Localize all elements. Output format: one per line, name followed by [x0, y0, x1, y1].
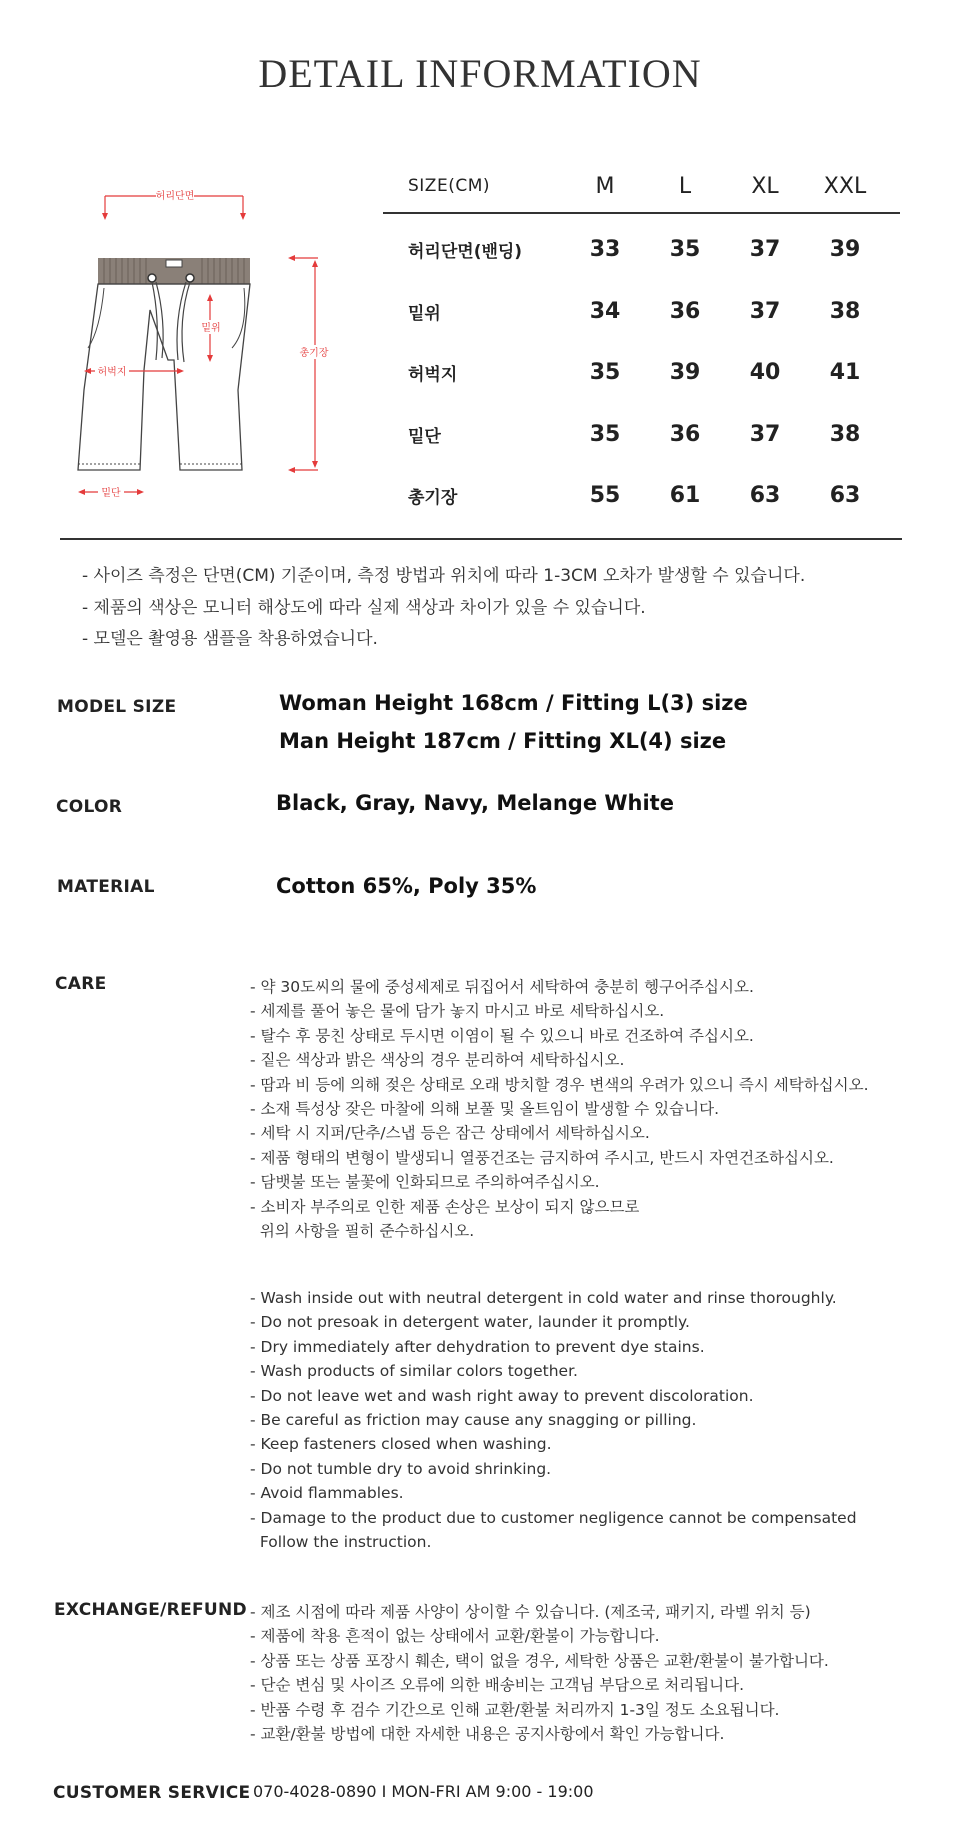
list-item: - 세제를 풀어 놓은 물에 담가 놓지 마시고 바로 세탁하십시오.	[250, 1002, 665, 1021]
table-cell: 63	[749, 483, 781, 509]
list-item: - 단순 변심 및 사이즈 오류에 의한 배송비는 고객님 부담으로 처리됩니다.	[250, 1676, 745, 1695]
table-cell: 34	[589, 298, 621, 324]
customer-service-value: 070-4028-0890 I MON-FRI AM 9:00 - 19:00	[253, 1782, 594, 1801]
table-cell: 35	[669, 237, 701, 263]
size-table-header	[383, 160, 900, 214]
list-item: - Dry immediately after dehydration to prevent dye stains.	[250, 1337, 705, 1356]
row-label: 밑위	[408, 303, 441, 324]
list-item: - Wash products of similar colors together.	[250, 1362, 578, 1381]
list-item: - Avoid flammables.	[250, 1484, 404, 1503]
size-diagram	[60, 180, 350, 510]
list-item: - 담뱃불 또는 불꽃에 인화되므로 주의하여주십시오.	[250, 1173, 600, 1192]
size-notes	[82, 561, 805, 656]
list-item: - 약 30도씨의 물에 중성세제로 뒤집어서 세탁하여 충분히 헹구어주십시오.	[250, 978, 754, 996]
waist-label: 허리단면	[155, 191, 195, 202]
size-header-l: L	[678, 173, 692, 199]
material-value: Cotton 65%, Poly 35%	[276, 874, 537, 898]
table-cell: 33	[589, 237, 621, 263]
table-row	[383, 404, 900, 466]
size-unit-label: SIZE(CM)	[408, 176, 490, 196]
list-item: - 교환/환불 방법에 대한 자세한 내용은 공지사항에서 확인 가능합니다.	[250, 1725, 725, 1744]
row-label: 허리단면(밴딩)	[408, 242, 523, 263]
table-cell: 40	[749, 360, 781, 386]
row-label: 허벅지	[408, 365, 458, 386]
size-header-xl: XL	[751, 173, 779, 199]
row-label: 밑단	[408, 426, 441, 447]
care-list-en	[250, 1286, 857, 1554]
size-header-xxl: XXL	[823, 173, 867, 199]
shorts-illustration	[60, 180, 350, 510]
care-list-ko	[250, 975, 869, 1243]
size-header-m: M	[595, 173, 615, 199]
list-item: - 제조 시점에 따라 제품 사양이 상이할 수 있습니다. (제조국, 패키지, 라벨 위치 등)	[250, 1603, 811, 1621]
color-label: COLOR	[56, 797, 123, 817]
table-cell: 38	[829, 298, 861, 324]
color-value: Black, Gray, Navy, Melange White	[276, 791, 674, 815]
table-cell: 63	[829, 483, 861, 509]
size-table	[383, 160, 900, 527]
list-item: Follow the instruction.	[250, 1533, 432, 1552]
table-cell: 35	[589, 360, 621, 386]
list-item: - 상품 또는 상품 포장시 훼손, 택이 없을 경우, 세탁한 상품은 교환/환불이 불가합니다.	[250, 1651, 829, 1670]
section-divider	[60, 538, 902, 540]
list-item: - 탈수 후 뭉친 상태로 두시면 이염이 될 수 있으니 바로 건조하여 주십시오.	[250, 1026, 754, 1045]
table-row	[383, 281, 900, 343]
thigh-label: 허벅지	[97, 367, 127, 378]
hem-label: 밑단	[101, 488, 121, 499]
care-label: CARE	[55, 974, 107, 994]
note-item: - 모델은 촬영용 샘플을 착용하였습니다.	[82, 629, 378, 649]
list-item: - Be careful as friction may cause any snagging or pilling.	[250, 1411, 697, 1430]
page-title: DETAIL INFORMATION	[258, 51, 702, 96]
list-item: - 소재 특성상 잦은 마찰에 의해 보풀 및 올트임이 발생할 수 있습니다.	[250, 1100, 719, 1119]
table-cell: 61	[669, 483, 701, 509]
table-cell: 35	[589, 421, 621, 447]
list-item: - Do not presoak in detergent water, launder it promptly.	[250, 1313, 690, 1332]
customer-service-label: CUSTOMER SERVICE	[53, 1783, 251, 1803]
table-cell: 37	[749, 237, 781, 263]
list-item: - 세탁 시 지퍼/단추/스냅 등은 잠근 상태에서 세탁하십시오.	[250, 1124, 650, 1143]
list-item: - 소비자 부주의로 인한 제품 손상은 보상이 되지 않으므로	[250, 1197, 640, 1216]
model-size-woman: Woman Height 168cm / Fitting L(3) size	[279, 691, 748, 715]
table-cell: 36	[669, 421, 701, 447]
table-cell: 36	[669, 298, 701, 324]
list-item: - Keep fasteners closed when washing.	[250, 1435, 552, 1454]
table-cell: 37	[749, 298, 781, 324]
rise-label: 밑위	[201, 323, 221, 334]
table-row	[383, 342, 900, 404]
table-cell: 41	[829, 360, 861, 386]
table-cell: 39	[669, 360, 701, 386]
list-item: - Wash inside out with neutral detergent in cold water and rinse thoroughly.	[250, 1289, 837, 1307]
material-label: MATERIAL	[57, 877, 155, 897]
model-size-label: MODEL SIZE	[57, 697, 177, 717]
list-item: - Damage to the product due to customer negligence cannot be compensated	[250, 1508, 857, 1527]
table-cell: 38	[829, 421, 861, 447]
table-row	[383, 465, 900, 527]
note-item: - 제품의 색상은 모니터 해상도에 따라 실제 색상과 차이가 있을 수 있습니다.	[82, 597, 646, 618]
note-item: - 사이즈 측정은 단면(CM) 기준이며, 측정 방법과 위치에 따라 1-3CM 오차가 발생할 수 있습니다.	[82, 566, 806, 586]
list-item: - 짙은 색상과 밝은 색상의 경우 분리하여 세탁하십시오.	[250, 1051, 625, 1070]
list-item: - Do not tumble dry to avoid shrinking.	[250, 1459, 552, 1478]
list-item: - 땀과 비 등에 의해 젖은 상태로 오래 방치할 경우 변색의 우려가 있으니 즉시 세탁하십시오.	[250, 1075, 869, 1094]
list-item: - 제품에 착용 흔적이 없는 상태에서 교환/환불이 가능합니다.	[250, 1627, 660, 1646]
exchange-refund-label: EXCHANGE/REFUND	[54, 1600, 247, 1620]
row-label: 총기장	[408, 488, 458, 509]
list-item: 위의 사항을 필히 준수하십시오.	[250, 1222, 475, 1241]
length-label: 총기장	[299, 348, 329, 359]
table-cell: 37	[749, 421, 781, 447]
list-item: - 제품 형태의 변형이 발생되니 열풍건조는 금지하여 주시고, 반드시 자연건조하십시오.	[250, 1148, 834, 1167]
table-cell: 39	[829, 237, 861, 263]
model-size-man: Man Height 187cm / Fitting XL(4) size	[279, 729, 727, 753]
list-item: - 반품 수령 후 검수 기간으로 인해 교환/환불 처리까지 1-3일 정도 소요됩니다.	[250, 1700, 780, 1719]
exchange-list	[250, 1600, 829, 1746]
table-cell: 55	[589, 483, 621, 509]
list-item: - Do not leave wet and wash right away to prevent discoloration.	[250, 1386, 754, 1405]
table-row	[383, 219, 900, 281]
